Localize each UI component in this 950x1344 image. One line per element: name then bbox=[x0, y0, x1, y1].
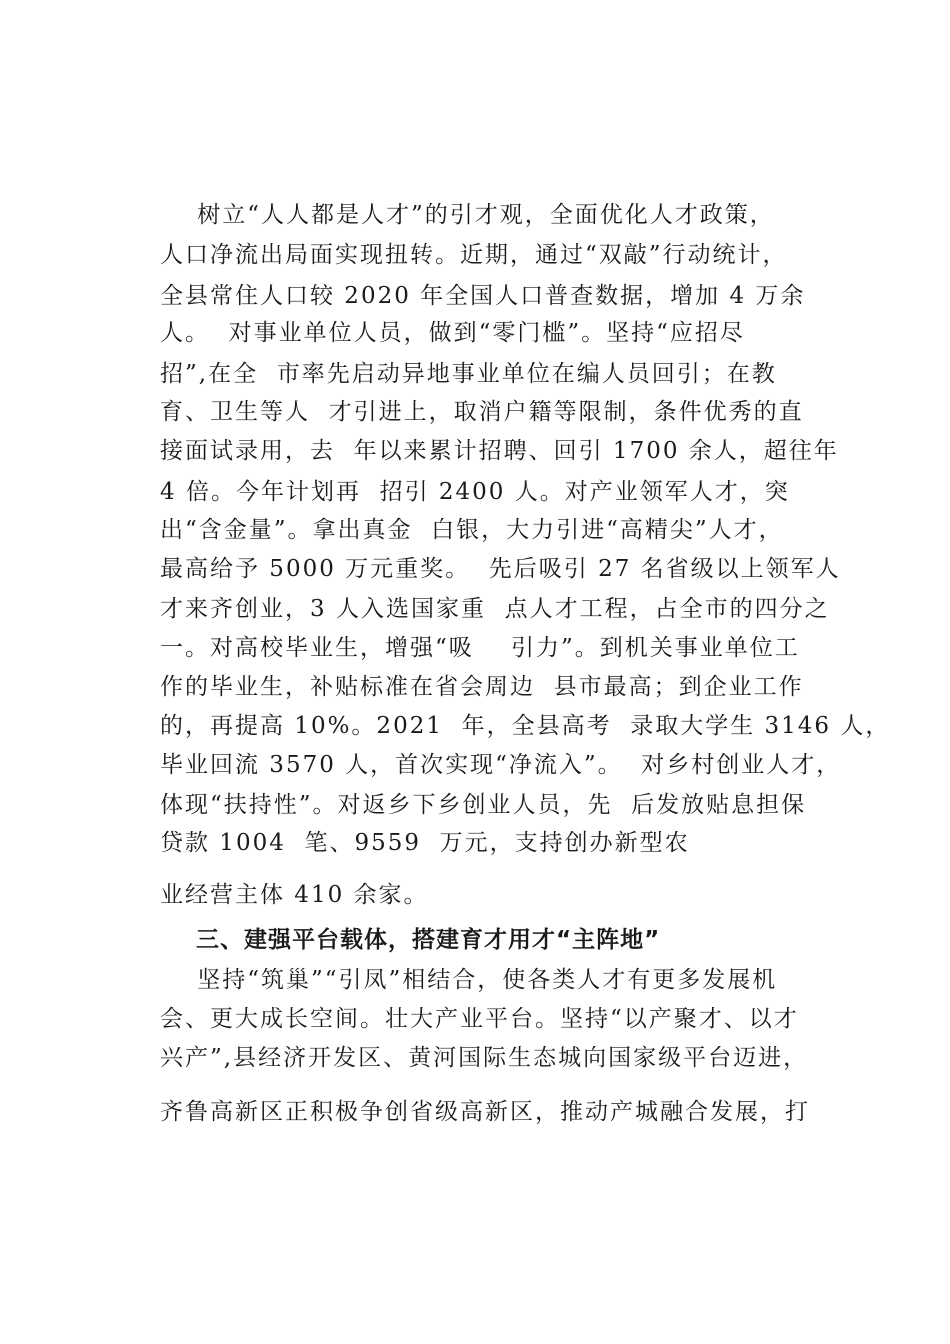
section-heading: 三、建强平台载体，搭建育才用才“主阵地” bbox=[160, 927, 661, 953]
body-text-line: 全县常住人口较 2020 年全国人口普查数据，增加 4 万余 bbox=[160, 283, 806, 309]
body-text-line: 齐鲁高新区正积极争创省级高新区，推动产城融合发展，打 bbox=[160, 1099, 810, 1125]
body-text-line: 会、更大成长空间。壮大产业平台。坚持“以产聚才、以才 bbox=[160, 1006, 799, 1032]
body-text-line: 贷款 1004 笔、9559 万元，支持创办新型农 bbox=[160, 830, 690, 856]
body-text-line: 的，再提高 10%。2021 年，全县高考 录取大学生 3146 人， bbox=[160, 713, 891, 739]
body-text-line: 树立“人人都是人才”的引才观，全面优化人才政策， bbox=[160, 202, 775, 228]
body-text-line: 坚持“筑巢”“引凤”相结合，使各类人才有更多发展机 bbox=[160, 967, 778, 993]
body-text-line: 体现“扶持性”。对返乡下乡创业人员，先 后发放贴息担保 bbox=[160, 792, 807, 818]
body-text-line: 出“含金量”。拿出真金 白银，大力引进“高精尖”人才， bbox=[160, 517, 784, 543]
body-text-line: 一。对高校毕业生，增强“吸 引力”。到机关事业单位工 bbox=[160, 635, 800, 661]
body-text-line: 4 倍。今年计划再 招引 2400 人。对产业领军人才，突 bbox=[160, 479, 790, 505]
body-text-line: 才来齐创业，3 人入选国家重 点人才工程，占全市的四分之 bbox=[160, 596, 830, 622]
body-text-line: 毕业回流 3570 人，首次实现“净流入”。 对乡村创业人才， bbox=[160, 752, 842, 778]
body-text-line: 作的毕业生，补贴标准在省会周边 县市最高；到企业工作 bbox=[160, 674, 804, 700]
body-text-line: 接面试录用，去 年以来累计招聘、回引 1700 余人，超往年 bbox=[160, 438, 839, 464]
body-text-line: 兴产”,县经济开发区、黄河国际生态城向国家级平台迈进， bbox=[160, 1045, 809, 1071]
body-text-line: 最高给予 5000 万元重奖。 先后吸引 27 名省级以上领军人 bbox=[160, 556, 841, 582]
body-text-line: 招”,在全 市率先启动异地事业单位在编人员回引；在教 bbox=[160, 361, 777, 387]
body-text-line: 人。 对事业单位人员，做到“零门槛”。坚持“应招尽 bbox=[160, 320, 745, 346]
body-text-line: 人口净流出局面实现扭转。近期，通过“双敲”行动统计， bbox=[160, 242, 788, 268]
body-text-line: 业经营主体 410 余家。 bbox=[160, 882, 429, 908]
body-text-line: 育、卫生等人 才引进上，取消户籍等限制，条件优秀的直 bbox=[160, 399, 804, 425]
